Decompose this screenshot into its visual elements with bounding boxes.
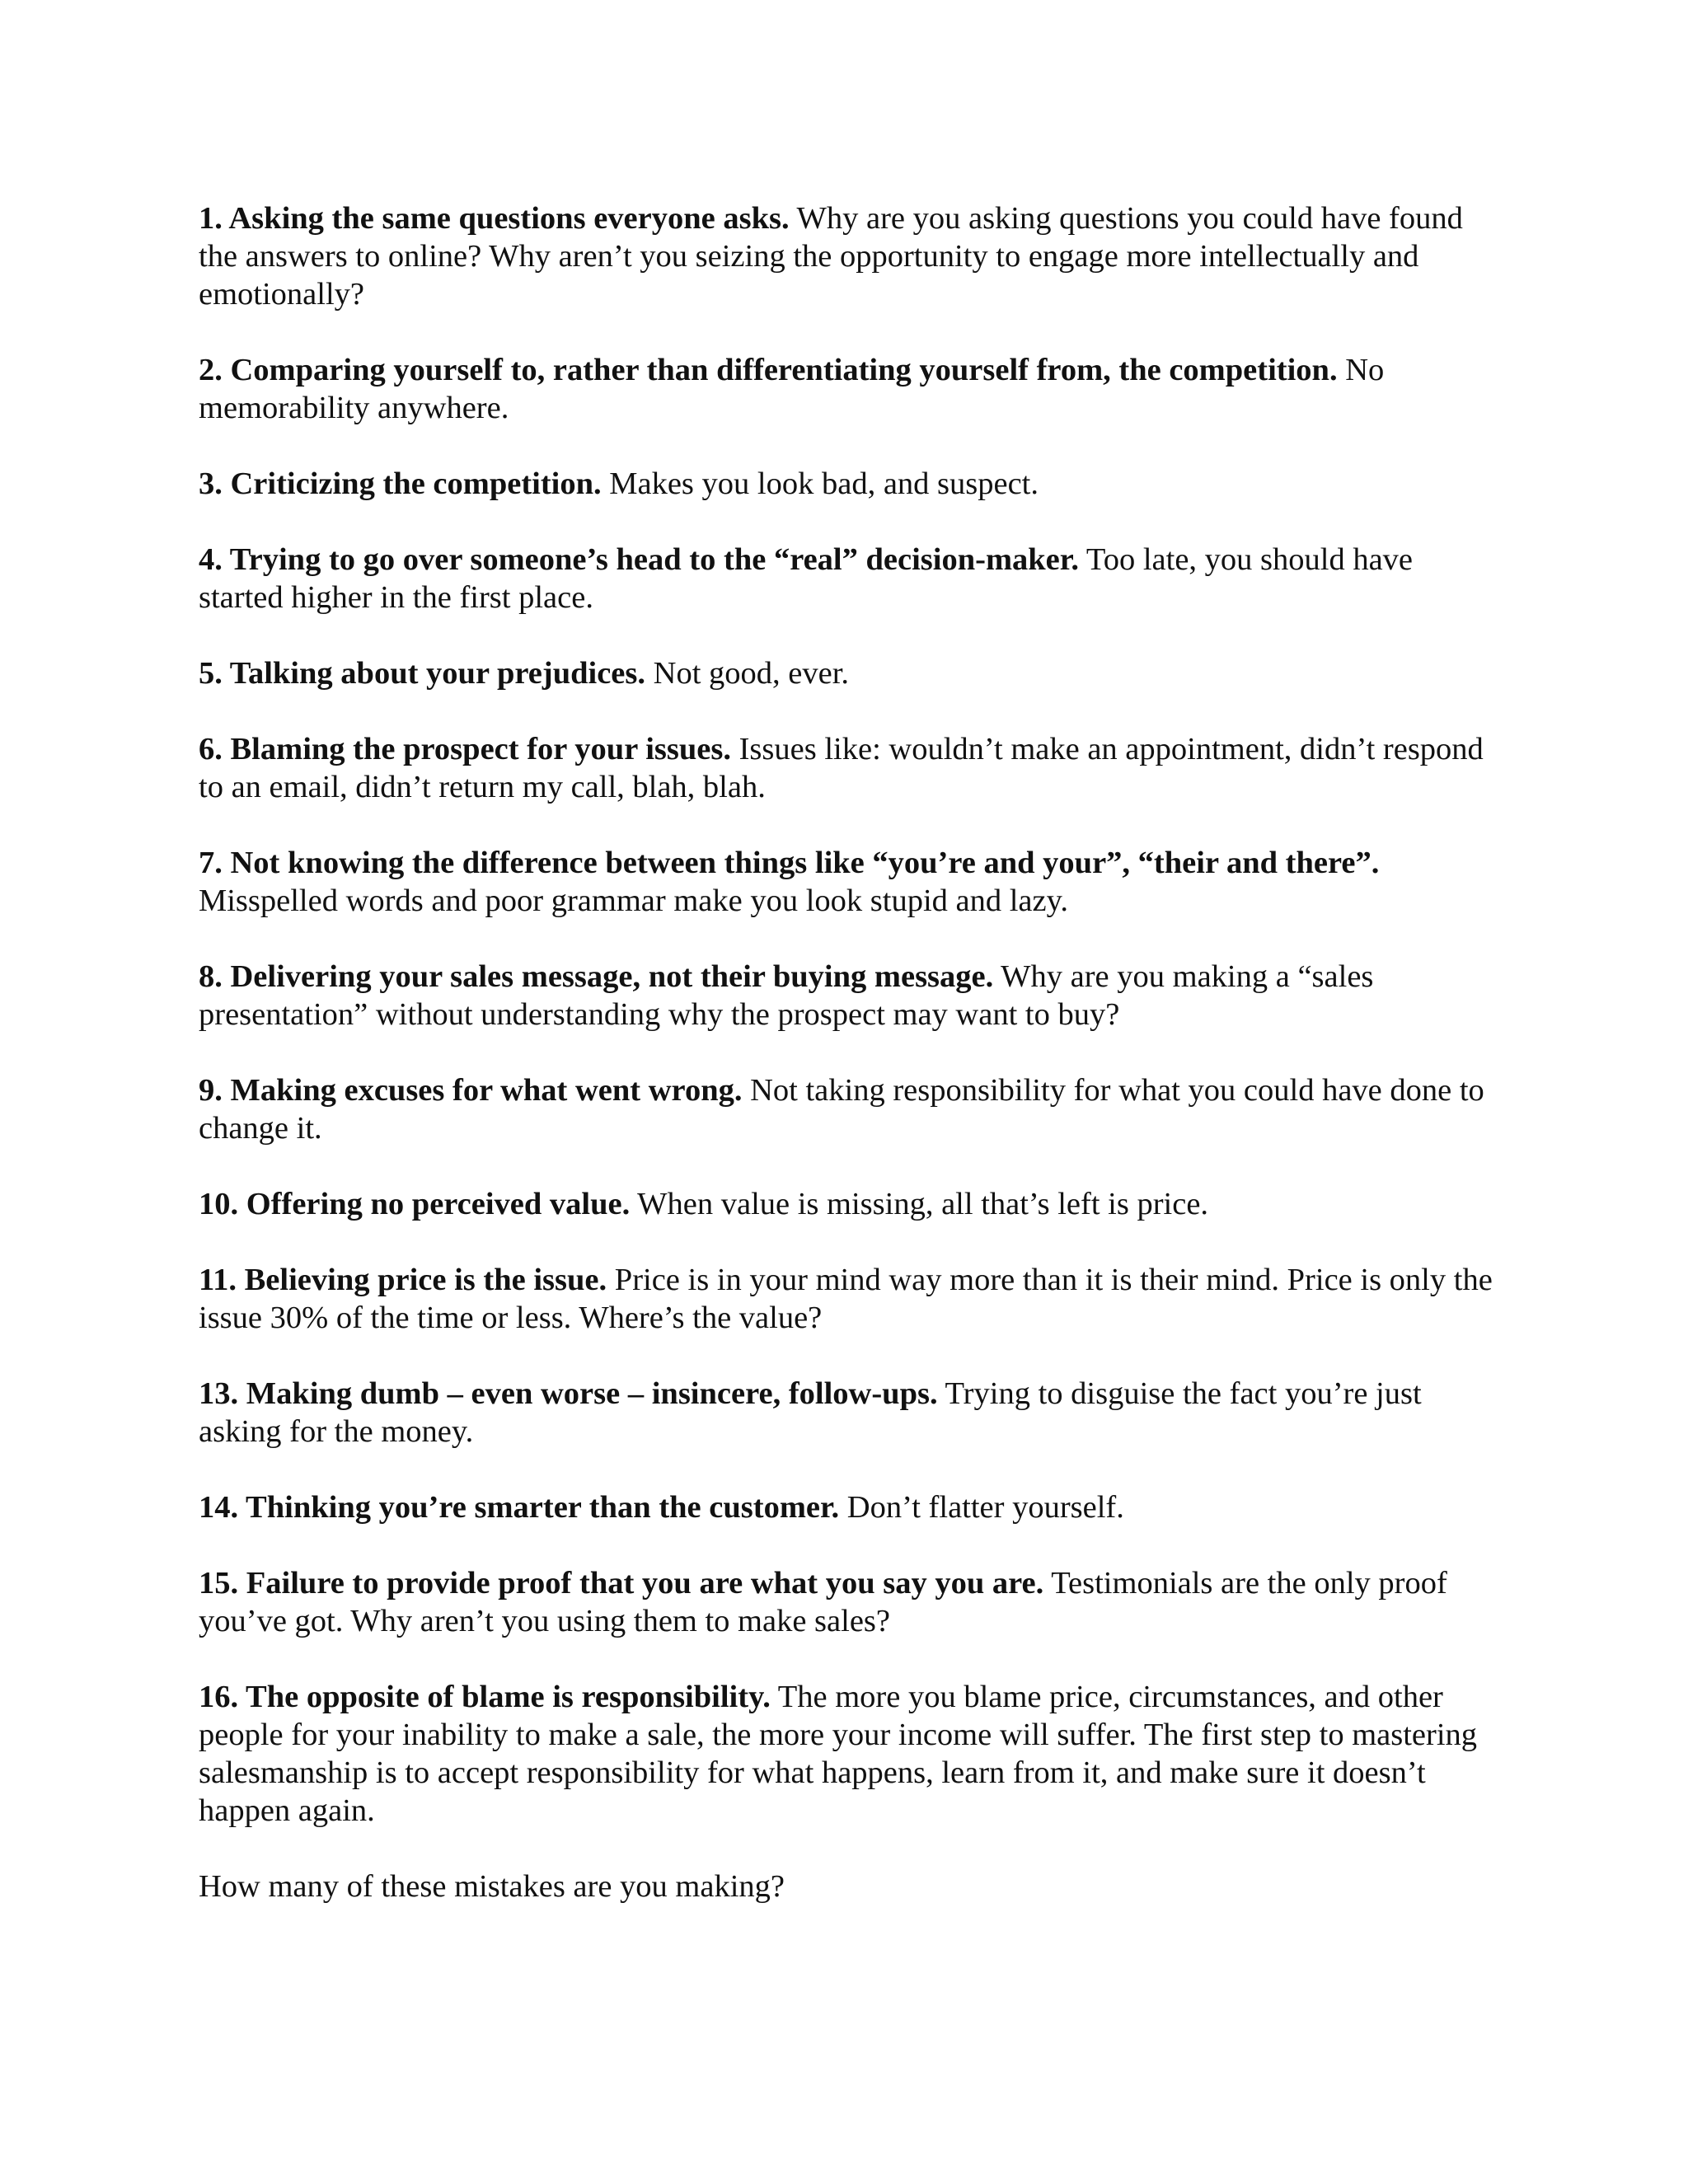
item-lead: 15. Failure to provide proof that you are what you say you are. xyxy=(199,1566,1044,1601)
item-body: Why are you making a “sales presentation” without understanding why the prospect may want to buy? xyxy=(199,959,1374,1032)
item-lead: 3. Criticizing the competition. xyxy=(199,466,602,501)
item-lead: 1. Asking the same questions everyone asks. xyxy=(199,201,790,236)
item-lead: 2. Comparing yourself to, rather than differentiating yourself from, the competition. xyxy=(199,353,1338,387)
document-page xyxy=(199,199,1501,1905)
item-body: Misspelled words and poor grammar make you look stupid and lazy. xyxy=(199,883,1068,918)
item-body: Why are you asking questions you could have found the answers to online? Why aren’t you seizing the opportunity to engage more intellectually and emotionally? xyxy=(199,201,1463,312)
list-item-9 xyxy=(199,1071,1501,1147)
item-body: Price is in your mind way more than it is their mind. Price is only the issue 30% of the time or less. Where’s the value? xyxy=(199,1263,1493,1335)
item-body: Testimonials are the only proof you’ve got. Why aren’t you using them to make sales? xyxy=(199,1566,1447,1638)
list-item-13 xyxy=(199,1375,1501,1451)
item-body: No memorability anywhere. xyxy=(199,353,1385,425)
list-item-16 xyxy=(199,1678,1501,1830)
item-lead: 6. Blaming the prospect for your issues. xyxy=(199,732,731,766)
item-lead: 13. Making dumb – even worse – insincere, follow-ups. xyxy=(199,1376,938,1411)
list-item-6 xyxy=(199,730,1501,806)
list-item-15 xyxy=(199,1564,1501,1640)
list-item-3 xyxy=(199,465,1501,503)
item-body: When value is missing, all that’s left is price. xyxy=(630,1187,1209,1221)
item-lead: 8. Delivering your sales message, not their buying message. xyxy=(199,959,994,994)
item-body: Makes you look bad, and suspect. xyxy=(601,466,1039,501)
item-lead: 10. Offering no perceived value. xyxy=(199,1187,631,1221)
list-item-10 xyxy=(199,1185,1501,1223)
item-lead: 9. Making excuses for what went wrong. xyxy=(199,1073,743,1108)
list-item-5 xyxy=(199,654,1501,692)
item-body: Issues like: wouldn’t make an appointment, didn’t respond to an email, didn’t return my call, blah, blah. xyxy=(199,732,1484,804)
item-lead: 4. Trying to go over someone’s head to the “real” decision-maker. xyxy=(199,542,1079,577)
item-body: The more you blame price, circumstances, and other people for your inability to make a sale, the more your income will suffer. The first step to mastering salesmanship is to accept responsibility for what happens, learn from it, and make sure it doesn’t happen again. xyxy=(199,1680,1478,1828)
item-body: Not good, ever. xyxy=(645,656,850,691)
item-lead: 11. Believing price is the issue. xyxy=(199,1263,607,1297)
item-lead: 7. Not knowing the difference between things like “you’re and your”, “their and there”. xyxy=(199,846,1380,880)
item-body: Too late, you should have started higher in the first place. xyxy=(199,542,1414,615)
list-item-7 xyxy=(199,844,1501,920)
list-item-8 xyxy=(199,958,1501,1033)
list-item-14 xyxy=(199,1488,1501,1526)
list-item-4 xyxy=(199,541,1501,616)
item-body: Trying to disguise the fact you’re just asking for the money. xyxy=(199,1376,1422,1449)
item-body: Not taking responsibility for what you could have done to change it. xyxy=(199,1073,1484,1146)
item-lead: 14. Thinking you’re smarter than the customer. xyxy=(199,1490,840,1525)
closing-question: How many of these mistakes are you making? xyxy=(199,1869,785,1904)
item-lead: 5. Talking about your prejudices. xyxy=(199,656,646,691)
item-body: Don’t flatter yourself. xyxy=(839,1490,1124,1525)
list-item-2 xyxy=(199,351,1501,427)
list-item-1 xyxy=(199,199,1501,313)
item-lead: 16. The opposite of blame is responsibility. xyxy=(199,1680,771,1714)
list-item-11 xyxy=(199,1261,1501,1337)
